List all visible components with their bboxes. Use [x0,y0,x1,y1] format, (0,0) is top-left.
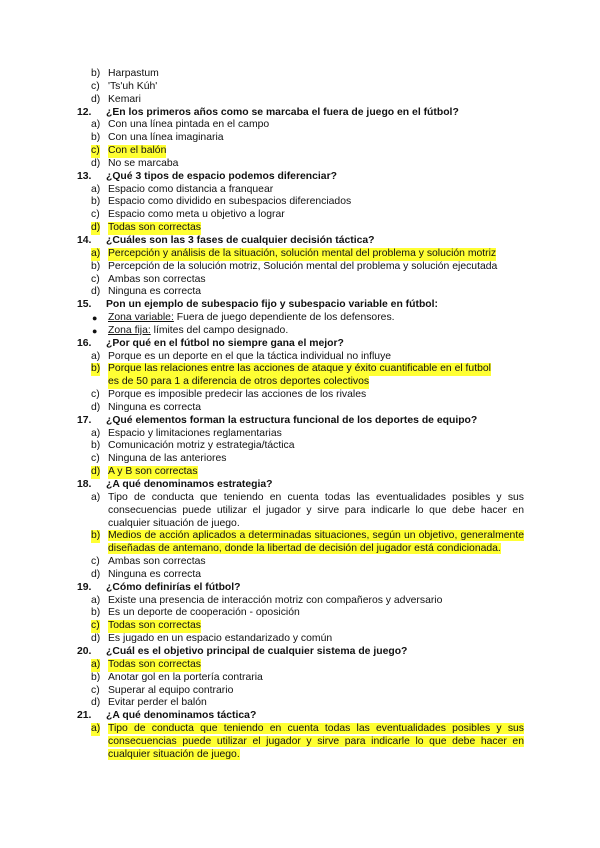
answer-option [0,184,600,197]
answer-option [0,94,600,107]
question-text: ¿Cuál es el objetivo principal de cualquier sistema de juego? [106,645,408,657]
answer-option-correct [0,620,600,633]
option-text: Es un deporte de cooperación - oposición [108,607,300,619]
answer-option [0,81,600,94]
option-text: Evitar perder el balón [108,697,207,709]
answer-option [0,595,600,608]
question-number: 20. [77,645,92,657]
option-text: Porque las relaciones entre las acciones de ataque y éxito cuantificable en el futbol [108,363,491,375]
option-text: Espacio como meta u objetivo a lograr [108,209,285,221]
option-marker: c) [91,389,100,401]
bullet-item [0,312,600,325]
option-text: Tipo de conducta que teniendo en cuenta todas las eventualidades posibles y sus consecuencias puede utilizar el jugador y sirve para indicarle lo que debe hacer en cualquier situación de juego. [108,723,524,760]
bullet-icon: ● [92,313,98,324]
option-text: es de 50 para 1 a diferencia de otros deportes colectivos [108,376,370,388]
option-text: Comunicación motriz y estrategia/táctica [108,440,295,452]
option-text: Espacio como dividido en subespacios diferenciados [108,196,352,208]
option-marker: c) [91,684,100,696]
bullet-label: Zona variable: [108,312,174,324]
option-marker: b) [91,68,101,79]
option-marker: c) [91,80,100,92]
option-marker: c) [91,209,100,221]
option-text: Es jugado en un espacio estandarizado y común [108,633,333,645]
option-text: Ninguna de las anteriores [108,453,227,465]
bullet-item [0,325,600,338]
question-number: 13. [77,170,92,182]
option-marker: a) [91,247,101,259]
option-marker: a) [91,723,101,735]
option-text: Ambas son correctas [108,273,206,285]
option-text: Todas son correctas [108,658,201,670]
option-marker: d) [91,568,101,580]
option-text: Todas son correctas [108,222,201,234]
answer-option-correct [0,466,600,479]
option-marker: a) [91,491,101,503]
question-heading [0,235,600,248]
answer-option [0,68,600,81]
option-text: Superar al equipo contrario [108,684,234,696]
option-marker: b) [91,530,101,542]
option-marker: a) [91,658,101,670]
answer-option-correct [0,248,600,261]
option-marker: d) [91,401,101,413]
answer-option-correct [0,222,600,235]
answer-option [0,274,600,287]
option-marker: c) [91,145,100,157]
option-text: Porque es un deporte en el que la táctica individual no influye [108,350,392,362]
answer-option-correct [0,530,600,556]
option-text: Existe una presencia de interacción motriz con compañeros y adversario [108,594,443,606]
option-marker: c) [91,620,100,632]
bullet-icon: ● [92,325,98,336]
option-marker: d) [91,286,101,298]
bullet-text: límites del campo designado. [150,324,289,336]
answer-option-correct-continued [0,376,600,389]
question-number: 21. [77,710,92,722]
answer-option [0,261,600,274]
answer-option [0,453,600,466]
option-text: Ninguna es correcta [108,401,201,413]
answer-option-correct [0,363,600,376]
option-marker: a) [91,119,101,131]
question-text: Pon un ejemplo de subespacio fijo y subespacio variable en fútbol: [106,299,438,311]
bullet-label: Zona fija: [108,324,151,336]
question-text: ¿A qué denominamos estrategia? [106,479,273,490]
question-text: ¿Cuáles son las 3 fases de cualquier decisión táctica? [106,234,375,246]
option-marker: b) [91,363,101,375]
answer-option [0,132,600,145]
answer-option-correct [0,723,600,762]
question-heading [0,582,600,595]
question-number: 19. [77,581,92,593]
question-heading [0,107,600,120]
answer-option-correct [0,145,600,158]
option-text: Espacio como distancia a franquear [108,183,274,195]
option-text: Espacio y limitaciones reglamentarias [108,427,282,439]
question-number: 17. [77,414,92,426]
bullet-text: Fuera de juego dependiente de los defensores. [173,312,395,324]
question-text: ¿Cómo definirías el fútbol? [106,581,241,593]
question-number: 18. [77,479,92,490]
option-marker: a) [91,350,101,362]
option-marker: b) [91,607,101,619]
question-number: 12. [77,106,92,118]
answer-option [0,119,600,132]
answer-option [0,556,600,569]
option-text: Con una línea imaginaria [108,132,224,144]
option-text: Kemari [108,93,141,105]
question-text: ¿Qué 3 tipos de espacio podemos diferenciar? [106,170,337,182]
question-heading [0,479,600,492]
option-marker: c) [91,556,100,568]
option-marker: c) [91,273,100,285]
answer-option [0,158,600,171]
answer-option [0,209,600,222]
question-heading [0,646,600,659]
option-text: Todas son correctas [108,620,201,632]
option-text: Medios de acción aplicados a determinadas situaciones, según un objetivo, generalmente diseñadas de antemano, donde la libertad de decisión del jugador está condicionada. [108,530,524,555]
option-text: No se marcaba [108,157,179,169]
question-heading [0,415,600,428]
option-marker: a) [91,594,101,606]
option-text: A y B son correctas [108,466,198,478]
option-marker: d) [91,697,101,709]
option-text: Con una línea pintada en el campo [108,119,270,131]
option-marker: d) [91,157,101,169]
option-text: Anotar gol en la portería contraria [108,671,263,683]
option-text: Tipo de conducta que teniendo en cuenta todas las eventualidades posibles y sus consecuencias puede utilizar el jugador y sirve para indicarle lo que debe hacer en cualquier situación de juego. [108,491,524,529]
option-text: Con el balón [108,145,167,157]
option-text: Percepción de la solución motriz, Solución mental del problema y solución ejecutada [108,260,498,272]
answer-option [0,389,600,402]
question-text: ¿A qué denominamos táctica? [106,710,257,722]
option-text: Ninguna es correcta [108,568,201,580]
question-heading [0,338,600,351]
answer-option [0,492,600,531]
option-marker: d) [91,466,101,478]
answer-option [0,440,600,453]
option-marker: b) [91,260,101,272]
option-marker: b) [91,196,101,208]
answer-option [0,685,600,698]
option-marker: b) [91,440,101,452]
answer-option [0,351,600,364]
option-text: Percepción y análisis de la situación, solución mental del problema y solución motriz [108,247,497,259]
question-text: ¿Qué elementos forman la estructura funcional de los deportes de equipo? [106,414,478,426]
document-page [0,68,600,762]
answer-option [0,569,600,582]
option-marker: b) [91,132,101,144]
question-heading [0,171,600,184]
answer-option [0,607,600,620]
question-text: ¿Por qué en el fútbol no siempre gana el mejor? [106,337,344,349]
option-marker: a) [91,427,101,439]
question-heading [0,299,600,312]
answer-option [0,286,600,299]
answer-option [0,196,600,209]
answer-option-correct [0,659,600,672]
option-text: 'Ts'uh Kúh' [108,80,158,92]
answer-option [0,402,600,415]
answer-option [0,428,600,441]
question-number: 16. [77,337,92,349]
option-text: Harpastum [108,68,159,79]
option-text: Ninguna es correcta [108,286,201,298]
option-text: Porque es imposible predecir las acciones de los rivales [108,389,367,401]
question-heading [0,710,600,723]
question-number: 14. [77,234,92,246]
option-marker: a) [91,183,101,195]
question-number: 15. [77,299,92,311]
answer-option [0,697,600,710]
question-text: ¿En los primeros años como se marcaba el fuera de juego en el fútbol? [106,106,459,118]
option-marker: c) [91,453,100,465]
answer-option [0,672,600,685]
option-marker: d) [91,93,101,105]
option-marker: d) [91,633,101,645]
option-marker: b) [91,671,101,683]
option-marker: d) [91,222,101,234]
answer-option [0,633,600,646]
option-text: Ambas son correctas [108,556,206,568]
